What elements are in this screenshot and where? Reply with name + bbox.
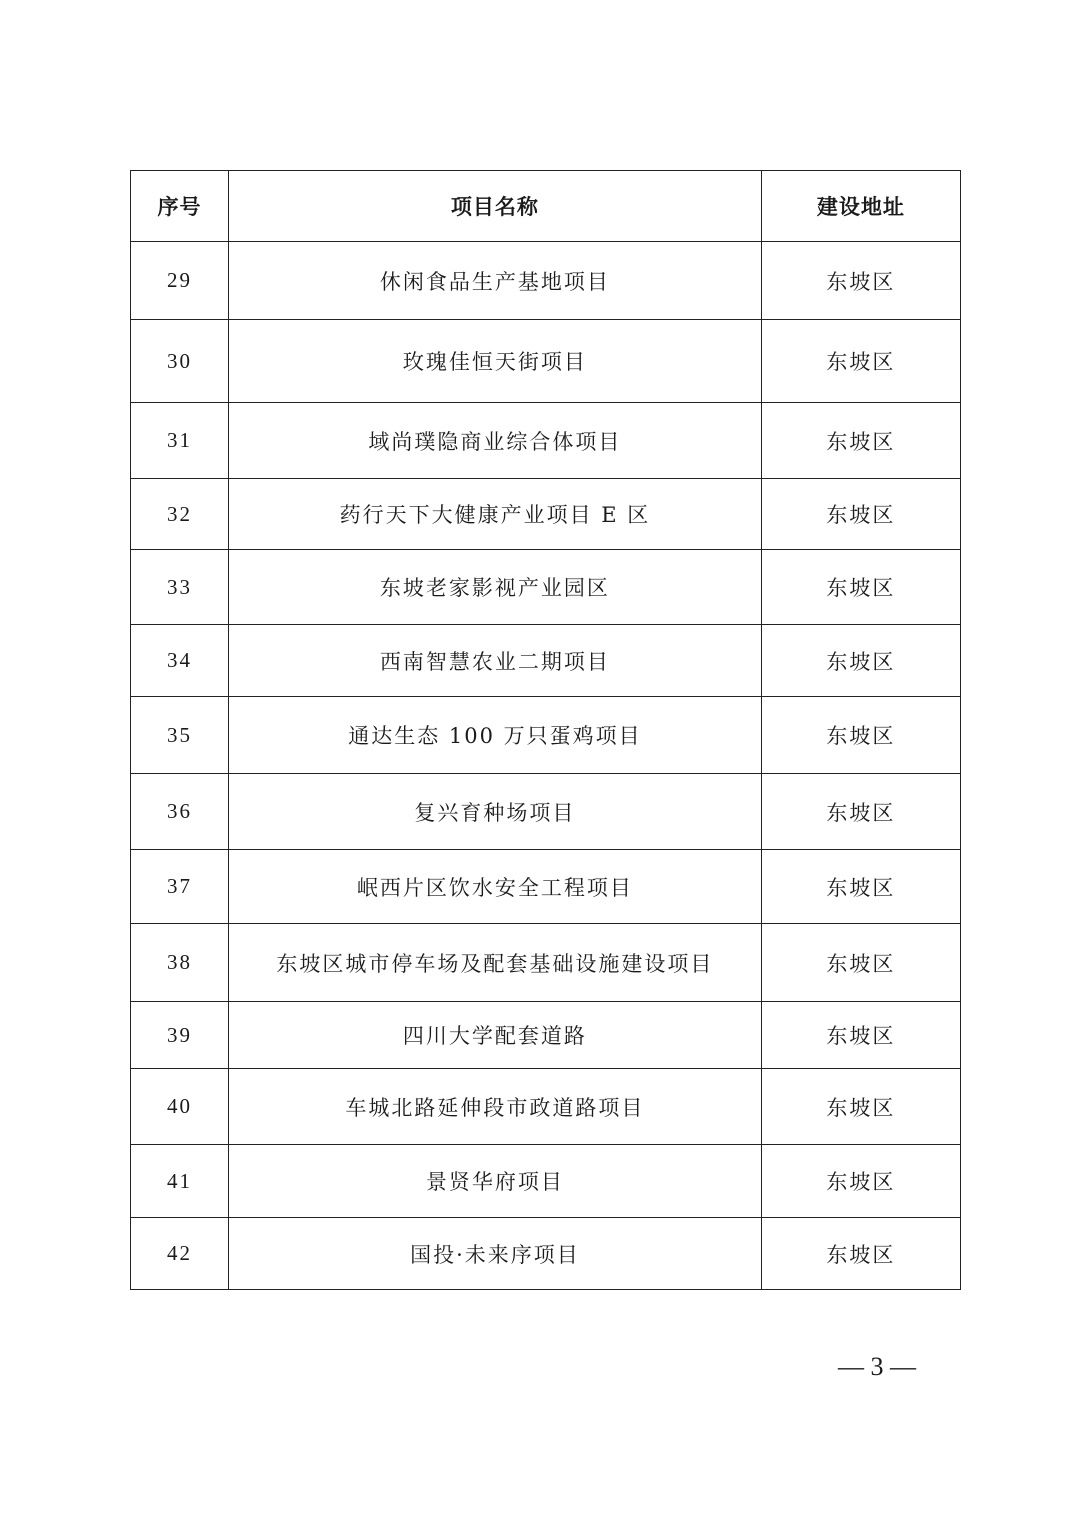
project-table [130,170,961,1290]
cell-project-name: 岷西片区饮水安全工程项目 [229,850,762,924]
table-row [131,924,961,1002]
cell-serial-number: 32 [131,479,229,550]
table-row [131,1145,961,1218]
cell-project-name: 西南智慧农业二期项目 [229,625,762,697]
cell-serial-number: 36 [131,774,229,850]
cell-serial-number: 29 [131,242,229,320]
header-address: 建设地址 [761,171,960,242]
table-row [131,320,961,403]
cell-project-name: 域尚璞隐商业综合体项目 [229,403,762,479]
cell-address: 东坡区 [761,697,960,774]
cell-project-name: 复兴育种场项目 [229,774,762,850]
cell-address: 东坡区 [761,924,960,1002]
table-row [131,242,961,320]
cell-serial-number: 33 [131,550,229,625]
cell-serial-number: 34 [131,625,229,697]
cell-project-name: 东坡区城市停车场及配套基础设施建设项目 [229,924,762,1002]
cell-serial-number: 37 [131,850,229,924]
cell-address: 东坡区 [761,850,960,924]
cell-project-name: 休闲食品生产基地项目 [229,242,762,320]
cell-serial-number: 42 [131,1218,229,1290]
table-header-row [131,171,961,242]
table-row [131,1002,961,1069]
cell-serial-number: 41 [131,1145,229,1218]
cell-serial-number: 40 [131,1069,229,1145]
cell-project-name: 国投·未来序项目 [229,1218,762,1290]
cell-project-name: 东坡老家影视产业园区 [229,550,762,625]
cell-address: 东坡区 [761,1069,960,1145]
table-row [131,550,961,625]
cell-address: 东坡区 [761,1002,960,1069]
cell-project-name: 玫瑰佳恒天街项目 [229,320,762,403]
table-row [131,774,961,850]
header-serial-number: 序号 [131,171,229,242]
cell-address: 东坡区 [761,774,960,850]
cell-address: 东坡区 [761,625,960,697]
cell-address: 东坡区 [761,242,960,320]
cell-serial-number: 31 [131,403,229,479]
cell-address: 东坡区 [761,1218,960,1290]
cell-project-name: 通达生态 100 万只蛋鸡项目 [229,697,762,774]
header-project-name: 项目名称 [229,171,762,242]
cell-address: 东坡区 [761,1145,960,1218]
cell-project-name: 景贤华府项目 [229,1145,762,1218]
cell-project-name: 四川大学配套道路 [229,1002,762,1069]
table-row [131,625,961,697]
table-row [131,697,961,774]
cell-serial-number: 35 [131,697,229,774]
cell-address: 东坡区 [761,320,960,403]
table-row [131,1069,961,1145]
page-number: — 3 — [838,1352,916,1381]
cell-serial-number: 38 [131,924,229,1002]
cell-address: 东坡区 [761,550,960,625]
table-row [131,479,961,550]
cell-project-name: 药行天下大健康产业项目 E 区 [229,479,762,550]
table-row [131,1218,961,1290]
cell-address: 东坡区 [761,479,960,550]
table-row [131,403,961,479]
table-row [131,850,961,924]
cell-serial-number: 30 [131,320,229,403]
cell-address: 东坡区 [761,403,960,479]
cell-project-name: 车城北路延伸段市政道路项目 [229,1069,762,1145]
cell-serial-number: 39 [131,1002,229,1069]
